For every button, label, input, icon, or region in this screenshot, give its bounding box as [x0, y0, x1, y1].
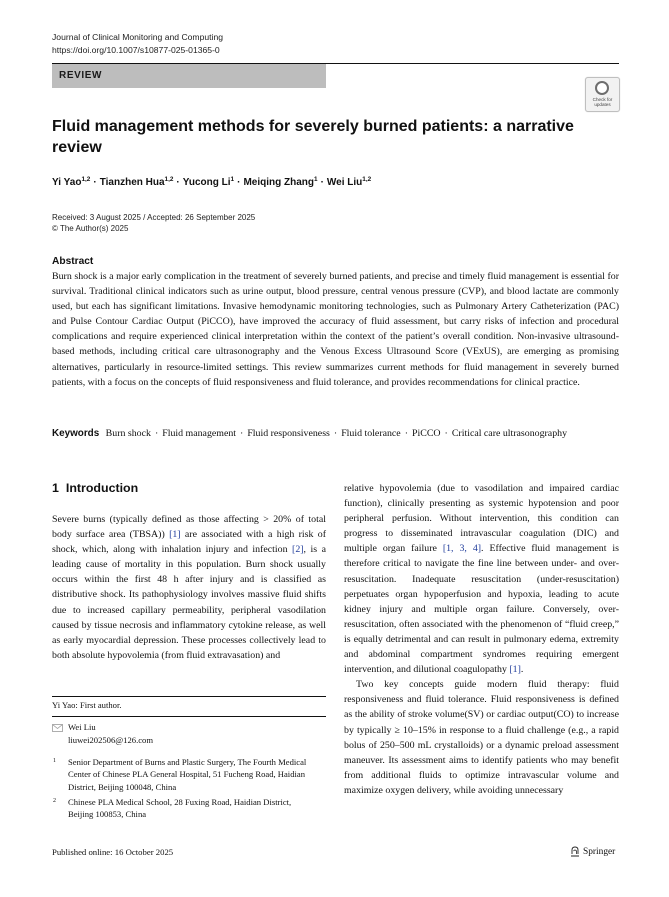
check-for-updates-icon	[595, 81, 609, 95]
keyword: Critical care ultrasonography	[451, 428, 568, 439]
intro-right-column	[344, 481, 619, 798]
first-author-note: Yi Yao: First author.	[52, 700, 122, 710]
author[interactable]: Yi Yao$^{1,2}$	[52, 176, 91, 188]
article-title: Fluid management methods for severely burned patients: a narrative review	[52, 118, 574, 156]
abstract-heading: Abstract	[52, 256, 94, 267]
citation-link[interactable]: [2]	[292, 544, 304, 556]
publisher-name: Springer	[583, 846, 616, 857]
keyword: Fluid management	[162, 428, 237, 439]
received-accepted: Received: 3 August 2025 / Accepted: 26 September 2025	[52, 213, 256, 222]
paragraph: Two key concepts guide modern fluid therapy: fluid responsiveness and fluid tolerance. Fluid responsiveness is defined as the ability of stroke volume(SV) or cardiac output(CO) to increase by typically ≥ 10–15% in response to a fluid challenge (e.g., a rapid bolus of 250–500 mL crystalloids) or a dynamic preload assessment maneuver. Its assessment aims to identify patients who may benefit from additional fluids to optimize intravascular volume and maximize oxygen delivery, while avoiding unnecessary	[344, 679, 619, 796]
footnote-rule	[52, 696, 326, 697]
corresponding-author	[68, 721, 153, 747]
article-dates	[52, 212, 255, 234]
author[interactable]: Yucong Li$^1$	[182, 176, 235, 188]
envelope-icon	[52, 724, 63, 732]
keywords: Keywords Burn shock · Fluid management · Fluid responsiveness · Fluid tolerance · PiCCO · Critical care ultrasonography	[52, 428, 568, 439]
keyword: Fluid responsiveness	[247, 428, 330, 439]
keywords-label: Keywords	[52, 428, 100, 439]
author[interactable]: Wei Liu$^{1,2}$	[326, 176, 372, 188]
paragraph: Severe burns (typically defined as those affecting > 20% of total body surface area (TBSA)) [1] are associated with a high risk of shock, which, along with inhalation injury and infection [2], is a leading cause of mortality in this population. Burn shock usually occurs within the first 48 h after injury and is classified as distributive shock. Its pathophysiology involves massive fluid shifts due to increased capillary permeability, peripheral vasodilation caused by tissue necrosis and inflammatory cytokine release, as well as early myocardial depression. These processes collectively lead to both absolute hypovolemia (from fluid extravasation) and	[52, 514, 326, 661]
abstract-text: Burn shock is a major early complication in the treatment of severely burned patients, and precise and timely fluid management is essential for survival. Traditional clinical indicators such as urine output, blood pressure, central venous pressure (CVP), and blood lactate are commonly used, but each has significant limitations. Invasive hemodynamic monitoring technologies, such as Pulmonary Artery Catheterization (PAC) and Pulse Contour Cardiac Output (PiCCO), have improved the accuracy of fluid assessment, but carry risks of infection and procedural complications and require experienced clinical interpretation within the context of the patient’s overall condition. Non-invasive ultrasound-based methods, including critical care ultrasonography and the Venous Excess Ultrasound Score (VExUS), are emerging as promising alternatives, particularly in resource-limited settings. This review summarizes current methods for fluid management in severely burned patients, with a focus on the concepts of fluid responsiveness and fluid tolerance, and provides recommendations for clinical practice.	[52, 271, 619, 388]
citation-link[interactable]: [1, 3, 4]	[442, 543, 482, 555]
author[interactable]: Tianzhen Hua$^{1,2}$	[99, 176, 174, 188]
corresponding-name: Wei Liu	[68, 722, 96, 732]
author-list: Yi Yao$^{1,2}$ · Tianzhen Hua$^{1,2}$ · Yucong $Li^1$ · Meiqing Zhang$^1$ · Wei Liu$^{1,2}$	[52, 176, 372, 188]
doi-link[interactable]: https://doi.org/10.1007/s10877-025-01365-0	[52, 45, 220, 55]
affiliation-number: 1	[53, 758, 56, 764]
citation-link[interactable]: [1]	[169, 529, 181, 541]
section-heading-introduction: 1 Introduction	[52, 481, 139, 495]
affiliation-number: 2	[53, 798, 56, 804]
journal-header	[52, 31, 223, 57]
journal-name: Journal of Clinical Monitoring and Computing	[52, 32, 224, 42]
intro-left-column	[52, 512, 326, 663]
paragraph: relative hypovolemia (due to vasodilation and impaired cardiac function), clinically presenting as systemic hypotension and poor peripheral perfusion. Without intervention, this condition can progress to disseminated intravascular coagulation (DIC) and multiple organ failure [1, 3, 4]. Effective fluid management is therefore critical to navigate the fine line between under- and over-resuscitation. Inadequate resuscitation (under-resuscitation) perpetuates organ hypoperfusion and hypoxia, leading to acute kidney injury and multiple organ failure. Conversely, over-resuscitation, often associated with the phenomenon of “fluid creep,” is equally detrimental and can result in pulmonary edema, extremity and abdominal compartment syndromes requiring emergent intervention, and dilutional coagulopathy [1].	[344, 483, 619, 676]
corresponding-email[interactable]: liuwei202506@126.com	[68, 735, 154, 745]
article-type-label: REVIEW	[59, 70, 103, 81]
springer-horse-icon	[570, 846, 580, 857]
affiliation: Senior Department of Burns and Plastic Surgery, The Fourth Medical Center of Chinese PLA General Hospital, 51 Fucheng Road, Haidian District, Beijing 100048, China	[68, 757, 307, 792]
check-for-updates-button[interactable]: Check for updates	[585, 77, 620, 112]
keyword: PiCCO	[412, 428, 441, 439]
article-type-band	[52, 64, 326, 88]
affiliation: Chinese PLA Medical School, 28 Fuxing Road, Haidian District, Beijing 100853, China	[68, 797, 292, 820]
footnote-rule	[52, 716, 326, 717]
author[interactable]: Meiqing Zhang$^1$	[243, 176, 318, 188]
keyword: Fluid tolerance	[341, 428, 401, 439]
copyright: © The Author(s) 2025	[52, 224, 129, 233]
citation-link[interactable]: [1]	[509, 664, 521, 676]
keyword: Burn shock	[105, 428, 151, 439]
publisher-logo	[570, 846, 615, 857]
published-online: Published online: 16 October 2025	[52, 847, 174, 857]
